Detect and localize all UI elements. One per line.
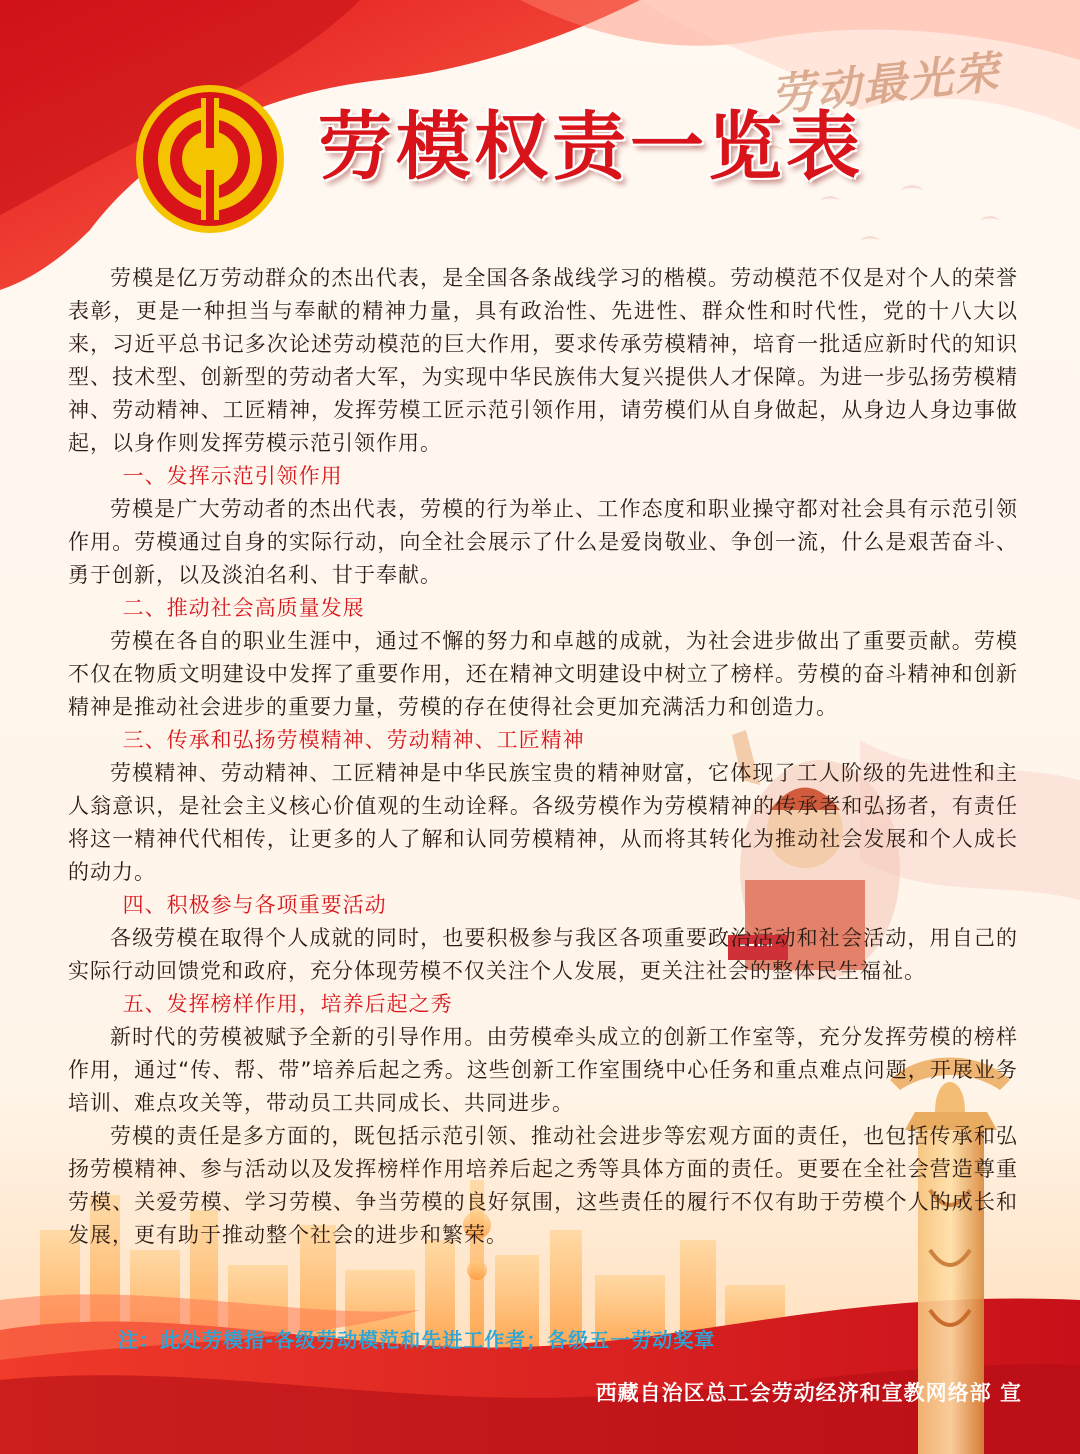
section-heading-1: 一、发挥示范引领作用 <box>122 464 343 488</box>
section-heading-5: 五、发挥榜样作用，培养后起之秀 <box>122 992 453 1016</box>
page-title: 劳模权责一览表 <box>318 104 864 190</box>
section-heading-2: 二、推动社会高质量发展 <box>122 596 365 620</box>
publisher-credit: 西藏自治区总工会劳动经济和宣教网络部 宣 <box>595 1381 1022 1405</box>
footnote: 注：此处劳模指-各级劳动模范和先进工作者；各级五一劳动奖章 <box>118 1328 716 1352</box>
section-body-1: 劳模是广大劳动者的杰出代表，劳模的行为举止、工作态度和职业操守都对社会具有示范引领作用。劳模通过自身的实际行动，向全社会展示了什么是爱岗敬业、争创一流，什么是艰苦奋斗、勇于创新，以及淡泊名利、甘于奉献。 <box>68 497 1018 587</box>
section-heading-4: 四、积极参与各项重要活动 <box>122 893 387 917</box>
poster-body <box>68 262 1018 1252</box>
section-body-5: 新时代的劳模被赋予全新的引导作用。由劳模牵头成立的创新工作室等，充分发挥劳模的榜样作用，通过“传、帮、带”培养后起之秀。这些创新工作室围绕中心任务和重点难点问题，开展业务培训、难点攻关等，带动员工共同成长、共同进步。 <box>68 1025 1018 1115</box>
section-body-4: 各级劳模在取得个人成就的同时，也要积极参与我区各项重要政治活动和社会活动，用自己的实际行动回馈党和政府，充分体现劳模不仅关注个人发展，更关注社会的整体民生福祉。 <box>68 926 1018 983</box>
trade-union-emblem-icon <box>135 84 285 234</box>
slogan-calligraphy: 劳动最光荣 <box>768 47 1003 122</box>
section-body-3: 劳模精神、劳动精神、工匠精神是中华民族宝贵的精神财富，它体现了工人阶级的先进性和主人翁意识，是社会主义核心价值观的生动诠释。各级劳模作为劳模精神的传承者和弘扬者，有责任将这一精神代代相传，让更多的人了解和认同劳模精神，从而将其转化为推动社会发展和个人成长的动力。 <box>68 761 1018 884</box>
intro-paragraph: 劳模是亿万劳动群众的杰出代表，是全国各条战线学习的楷模。劳动模范不仅是对个人的荣誉表彰，更是一种担当与奉献的精神力量，具有政治性、先进性、群众性和时代性，党的十八大以来，习近平总书记多次论述劳动模范的巨大作用，要求传承劳模精神，培育一批适应新时代的知识型、技术型、创新型的劳动者大军，为实现中华民族伟大复兴提供人才保障。为进一步弘扬劳模精神、劳动精神、工匠精神，发挥劳模工匠示范引领作用，请劳模们从自身做起，从身边人身边事做起，以身作则发挥劳模示范引领作用。 <box>68 266 1018 455</box>
section-heading-3: 三、传承和弘扬劳模精神、劳动精神、工匠精神 <box>122 728 585 752</box>
conclusion-paragraph: 劳模的责任是多方面的，既包括示范引领、推动社会进步等宏观方面的责任，也包括传承和弘扬劳模精神、参与活动以及发挥榜样作用培养后起之秀等具体方面的责任。更要在全社会营造尊重劳模、关爱劳模、学习劳模、争当劳模的良好氛围，这些责任的履行不仅有助于劳模个人的成长和发展，更有助于推动整个社会的进步和繁荣。 <box>68 1124 1018 1247</box>
section-body-2: 劳模在各自的职业生涯中，通过不懈的努力和卓越的成就，为社会进步做出了重要贡献。劳模不仅在物质文明建设中发挥了重要作用，还在精神文明建设中树立了榜样。劳模的奋斗精神和创新精神是推动社会进步的重要力量，劳模的存在使得社会更加充满活力和创造力。 <box>68 629 1018 719</box>
